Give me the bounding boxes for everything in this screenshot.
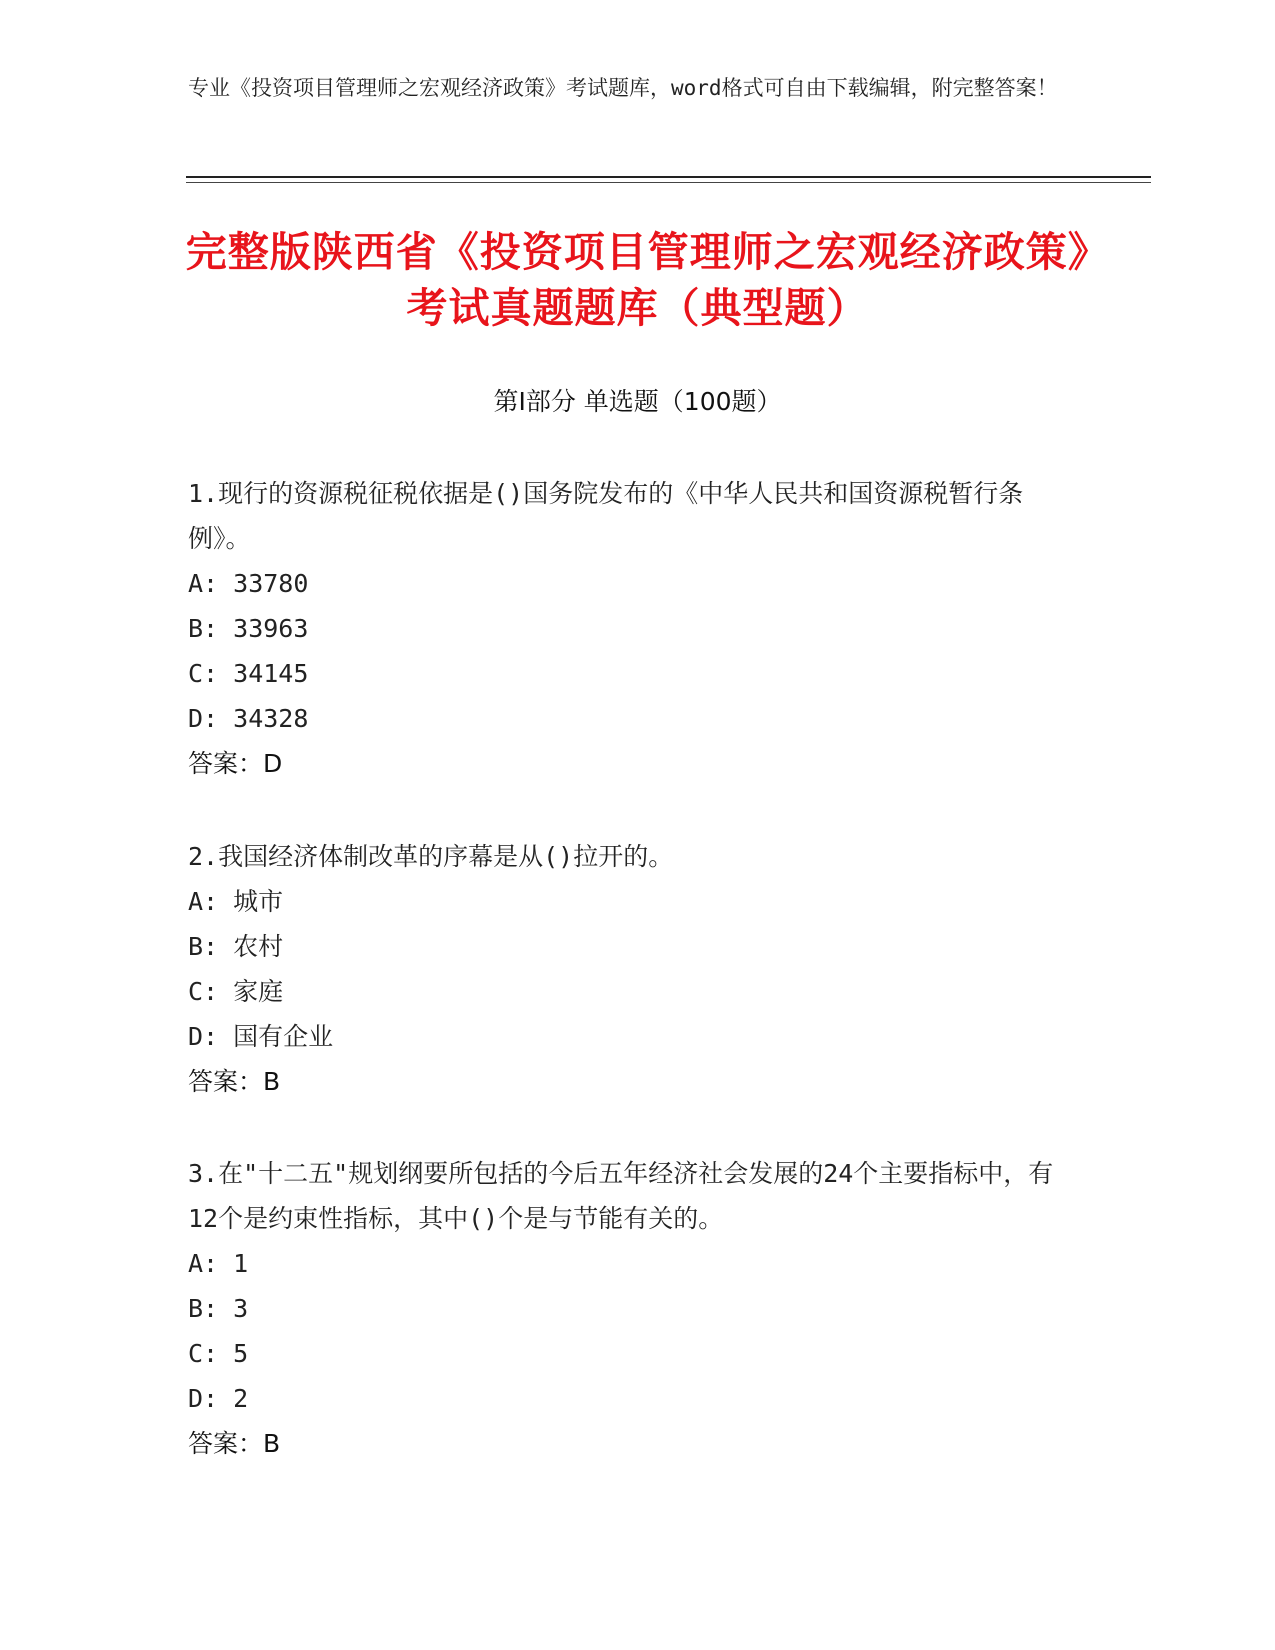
option-b: B: 33963 [188,614,309,643]
document-title: 完整版陕西省《投资项目管理师之宏观经济政策》考试真题题库（典型题） [185,228,1090,332]
question-stem: 3.在"十二五"规划纲要所包括的今后五年经济社会发展的24个主要指标中，有12个是约束性指标，其中()个是与节能有关的。 [188,1159,1054,1233]
option-d: D: 34328 [188,704,309,733]
section-title: 第Ⅰ部分 单选题（100题） [493,387,782,416]
option-b: B: 农村 [188,932,284,961]
option-c: C: 5 [188,1339,249,1368]
answer-line: 答案：D [188,749,283,778]
option-c: C: 家庭 [188,977,284,1006]
option-d: D: 国有企业 [188,1022,334,1051]
question-3 [188,1151,1068,1466]
header-note: 专业《投资项目管理师之宏观经济政策》考试题库，word格式可自由下载编辑，附完整答案！ [188,76,1058,100]
option-a: A: 城市 [188,887,284,916]
header-rule-thick [186,176,1151,178]
answer-line: 答案：B [188,1067,281,1096]
option-b: B: 3 [188,1294,249,1323]
question-1 [188,471,1068,786]
question-stem: 2.我国经济体制改革的序幕是从()拉开的。 [188,842,674,871]
question-stem: 1.现行的资源税征税依据是()国务院发布的《中华人民共和国资源税暂行条例》。 [188,479,1024,553]
option-a: A: 1 [188,1249,249,1278]
option-d: D: 2 [188,1384,249,1413]
option-a: A: 33780 [188,569,309,598]
answer-line: 答案：B [188,1429,281,1458]
option-c: C: 34145 [188,659,309,688]
question-2 [188,834,1068,1104]
header-rule-thin [186,182,1151,183]
